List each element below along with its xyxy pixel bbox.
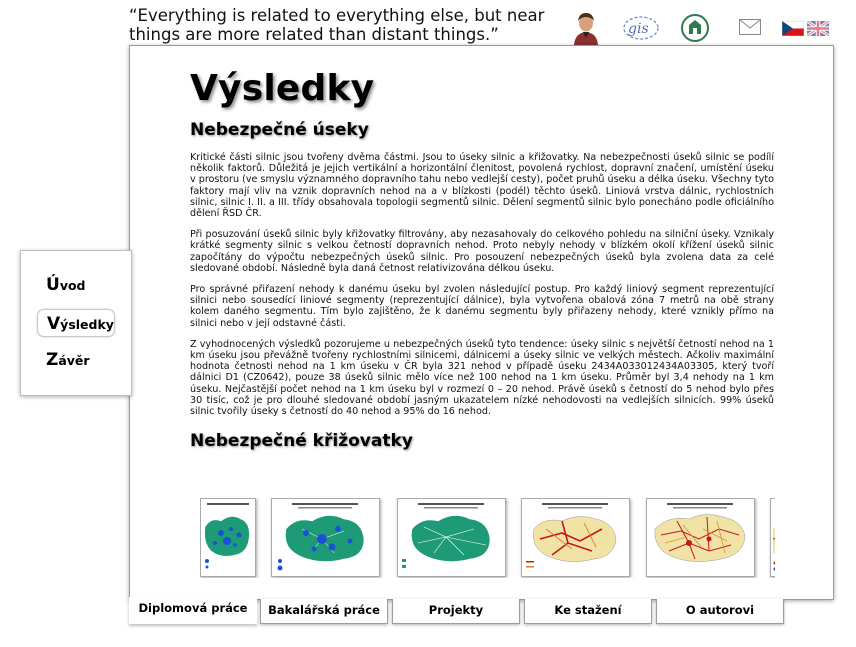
map-thumbnail[interactable] (521, 498, 630, 577)
sidebar-item-initial: Z (46, 350, 59, 370)
map-thumbnail[interactable] (646, 498, 755, 577)
svg-text:gis: gis (628, 21, 649, 37)
paragraph-3: Pro správné přiřazení nehody k danému úseku byl zvolen následující postup. Pro každý liniový segment reprezentující silnici nebo sousedící liniové segmenty (reprezentující dálnice), byla vytvořena obalová zóna 7 metrů na obě strany kolem daného segmentu. Tím bylo zajištěno, že k danému segmentu byly přiřazeny nehody, které vznikly přímo na silnici nebo v její odstavné části. (190, 284, 774, 329)
sidebar-nav (20, 250, 132, 396)
sidebar-item-initial: V (47, 314, 61, 334)
mail-icon[interactable] (739, 19, 761, 39)
sidebar-item-zaver[interactable] (37, 346, 115, 374)
tab-diplomova-prace[interactable]: Diplomová práce (129, 597, 257, 624)
sidebar-item-vysledky[interactable] (37, 309, 115, 337)
sidebar-item-label: vod (59, 278, 86, 293)
bottom-tab-bar (129, 599, 789, 625)
map-thumbnail[interactable] (271, 498, 380, 577)
sidebar-item-initial: Ú (46, 275, 60, 295)
tab-ke-stazeni[interactable]: Ke stažení (524, 599, 652, 624)
paragraph-2: Při posuzování úseků silnic byly křižovatky filtrovány, aby nezasahovaly do celkového pohledu na silniční úseky. Vznikaly krátké segmenty silnic s velkou četností dopravních nehod. Proto nebyly nehody v blízkém okolí křížení úseků silnic započítány do výpočtu nebezpečných úseků silnic. Pro posouzení nebezpečných úseků byla zvolena data za celé sledované období. Následně byla daná četnost relativizována délkou úseku. (190, 229, 774, 274)
university-seal-icon[interactable] (681, 12, 709, 48)
section-heading-dangerous-segments: Nebezpečné úseky (190, 120, 369, 140)
flag-uk-icon[interactable] (807, 21, 829, 40)
map-thumbnail-strip (200, 498, 775, 578)
header-quote (129, 6, 559, 44)
quote-line-2: things are more related than distant things.” (129, 25, 499, 44)
map-thumbnail[interactable] (770, 498, 775, 577)
tab-projekty[interactable]: Projekty (392, 599, 520, 624)
article (190, 68, 774, 463)
sidebar-item-label: ávěr (58, 353, 90, 368)
map-thumbnail[interactable] (397, 498, 506, 577)
sidebar-item-label: ýsledky (60, 317, 114, 332)
main-content-panel (129, 45, 834, 600)
gis-logo-icon[interactable] (622, 14, 660, 46)
paragraph-1: Kritické části silnic jsou tvořeny dvěma částmi. Jsou to úseky silnic a křižovatky. Na nebezpečnosti úseků silnic se podílí několik faktorů. Důležitá je jejich vertikální a horizontální členitost, povolená rychlost, dopravní značení, umístění úseku v prostoru (ve smyslu významného dopravního tahu nebo vedlejší cesty), počet pruhů úseku a délka úseku. Všechny tyto faktory mají vliv na vznik dopravních nehod na a v blízkosti (podél) těchto úseků. Liniová vrstva dálnic, rychlostních silnic, silnic I. II. a III. třídy obsahovala topologii segmentů silnic. Dělení segmentů silnic bylo ponecháno podle oficiálního dělení ŘSD ČR. (190, 152, 774, 220)
page-title: Výsledky (190, 68, 375, 109)
paragraph-4: Z vyhodnocených výsledků pozorujeme u nebezpečných úseků tyto tendence: úseky silnic s největší četností nehod na 1 km úseku jsou převážně tvořeny rychlostními silnicemi, dálnicemi a úseky silnic ve velkých městech. Ačkoliv maximální hodnota četnosti nehod na 1 km úseku v ČR byla 321 nehod v případě úseku 2434A033012434A03305, který tvoří dálnici D1 (CZ0642), pouze 38 úseků silnic mělo více než 100 nehod na 1 km úseku. Průměr byl 3,4 nehody na 1 km úseku. Nejčastější počet nehod na 1 km úseku byl v rozmezí 0 – 20 nehod. Právě úseků s četností do 5 nehod bylo přes 30 tisíc, což je pro dlouhé sledované období jasným ukazatelem nízké nehodovosti na vedlejších silnicích. 99% úseků silnic tvořily úseky s četností do 40 nehod a 95% do 16 nehod. (190, 338, 774, 418)
flag-czech-icon[interactable] (782, 21, 804, 40)
section-heading-dangerous-junctions: Nebezpečné křižovatky (190, 431, 413, 452)
tab-o-autorovi[interactable]: O autorovi (656, 599, 784, 624)
author-avatar-icon[interactable] (573, 11, 599, 49)
sidebar-item-uvod[interactable] (37, 271, 115, 299)
quote-line-1: “Everything is related to everything else, but near (129, 6, 545, 25)
map-thumbnail[interactable] (200, 498, 256, 577)
tab-bakalarska-prace[interactable]: Bakalářská práce (260, 599, 388, 624)
